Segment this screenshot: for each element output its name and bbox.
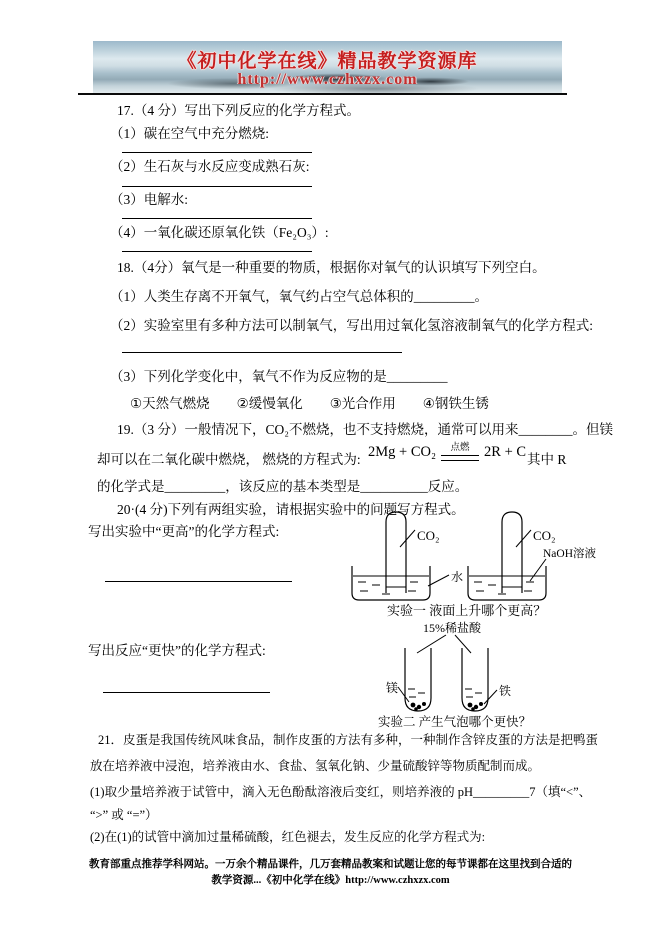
q19-line-1: 19.（3 分）一般情况下，CO₂不燃烧，也不支持燃烧，通常可以用来________。但镁 (117, 422, 613, 437)
double-equals-line (441, 455, 479, 461)
answer-line (105, 581, 292, 582)
footer-line-2: 教学资源...《初中化学在线》http://www.czhxzx.com (211, 875, 450, 886)
q21-part-1-line-1: (1)取少量培养液于试管中，滴入无色酚酞溶液后变红，则培养液的 pH_________7（填“<”、 (90, 785, 592, 799)
footer-line-1: 教育部重点推荐学科网站。一万余个精品课件，几万套精品教案和试题让您的每节课都在这里找到合适的 (89, 859, 572, 870)
inverted-tube-left (386, 512, 406, 593)
experiment-2-diagram (353, 616, 563, 730)
exp1-caption: 实验一 液面上升哪个更高？ (387, 603, 547, 618)
q18-part-3: （3）下列化学变化中，氧气不作为反应物的是_________ (110, 369, 448, 384)
metal-label-right: 铁 (499, 684, 512, 698)
water-label: 水 (451, 570, 464, 584)
pointer-line (484, 690, 497, 704)
answer-line (122, 186, 312, 187)
q21-part-1-line-2: “>” 或 “=”） (90, 808, 158, 822)
banner-title: 《初中化学在线》精品教学资源库 (177, 51, 478, 72)
pointer-line (400, 530, 415, 547)
exp2-caption: 实验二 产生气泡哪个更快？ (378, 715, 532, 729)
answer-line (122, 352, 402, 353)
beaker-left (352, 566, 430, 600)
q17-part-4: （4）一氧化碳还原氧化铁（Fe₂O₃）: (110, 225, 329, 240)
experiment-1-diagram (340, 503, 640, 618)
metal-label-left: 镁 (386, 681, 399, 695)
q19-line-3: 的化学式是_________，该反应的基本类型是__________反应。 (97, 479, 469, 494)
q21-part-2: (2)在(1)的试管中滴加过量稀硫酸，红色褪去，发生反应的化学方程式为: (90, 830, 486, 844)
co2-label-left: CO₂ (417, 528, 440, 543)
equation-right: 2R + C (484, 444, 527, 460)
answer-line (103, 692, 270, 693)
pointer-line (516, 530, 531, 547)
q17-stem: 17.（4 分）写出下列反应的化学方程式。 (117, 103, 360, 118)
q17-part-1: （1）碳在空气中充分燃烧: (110, 126, 270, 141)
equation-condition (441, 444, 479, 461)
q19-line-2: 却可以在二氧化碳中燃烧， 燃烧的方程式为: (97, 452, 361, 467)
banner-url: http://www.czhxzx.com (237, 71, 418, 88)
answer-line (122, 251, 312, 252)
pointer-line (455, 635, 471, 653)
q21-line-1: 21．皮蛋是我国传统风味食品，制作皮蛋的方法有多种，一种制作含锌皮蛋的方法是把鸭蛋 (98, 733, 599, 747)
q18-part-2: （2）实验室里有多种方法可以制氧气，写出用过氧化氢溶液制氧气的化学方程式: (110, 318, 593, 333)
inverted-tube-right (502, 512, 522, 593)
q18-stem: 18.（4分）氧气是一种重要的物质，根据你对氧气的认识填写下列空白。 (117, 260, 546, 275)
q18-part-1: （1）人类生存离不开氧气，氧气约占空气总体积的_________。 (110, 289, 488, 304)
q20-prompt-faster: 写出反应“更快”的化学方程式: (88, 643, 266, 658)
co2-label-right: CO₂ (533, 528, 556, 543)
test-tube-right (462, 648, 488, 711)
pointer-line (530, 559, 546, 581)
pointer-line (398, 687, 409, 702)
pointer-line (428, 575, 449, 586)
banner-divider (78, 93, 567, 95)
q17-part-3: （3）电解水: (110, 192, 189, 207)
q21-line-2: 放在培养液中浸泡，培养液由水、食盐、氢氧化钠、少量硫酸锌等物质配制而成。 (90, 759, 541, 773)
answer-line (122, 152, 312, 153)
condition-label: 点燃 (450, 443, 470, 454)
q19-remainder: 其中 R (527, 452, 567, 467)
q17-part-2: （2）生石灰与水反应变成熟石灰: (110, 159, 310, 174)
q18-options: ①天然气燃烧 ②缓慢氧化 ③光合作用 ④钢铁生锈 (130, 396, 489, 411)
q19-equation (368, 444, 526, 461)
beaker-right (468, 566, 546, 600)
site-banner (93, 41, 562, 93)
q20-stem: 20·(4 分)下列有两组实验，请根据实验中的问题写方程式。 (117, 502, 465, 517)
acid-label: 15%稀盐酸 (423, 621, 481, 635)
naoh-label: NaOH溶液 (543, 548, 597, 560)
answer-line (122, 218, 312, 219)
equation-left: 2Mg + CO₂ (368, 444, 437, 460)
q20-prompt-higher: 写出实验中“更高”的化学方程式: (88, 524, 280, 539)
